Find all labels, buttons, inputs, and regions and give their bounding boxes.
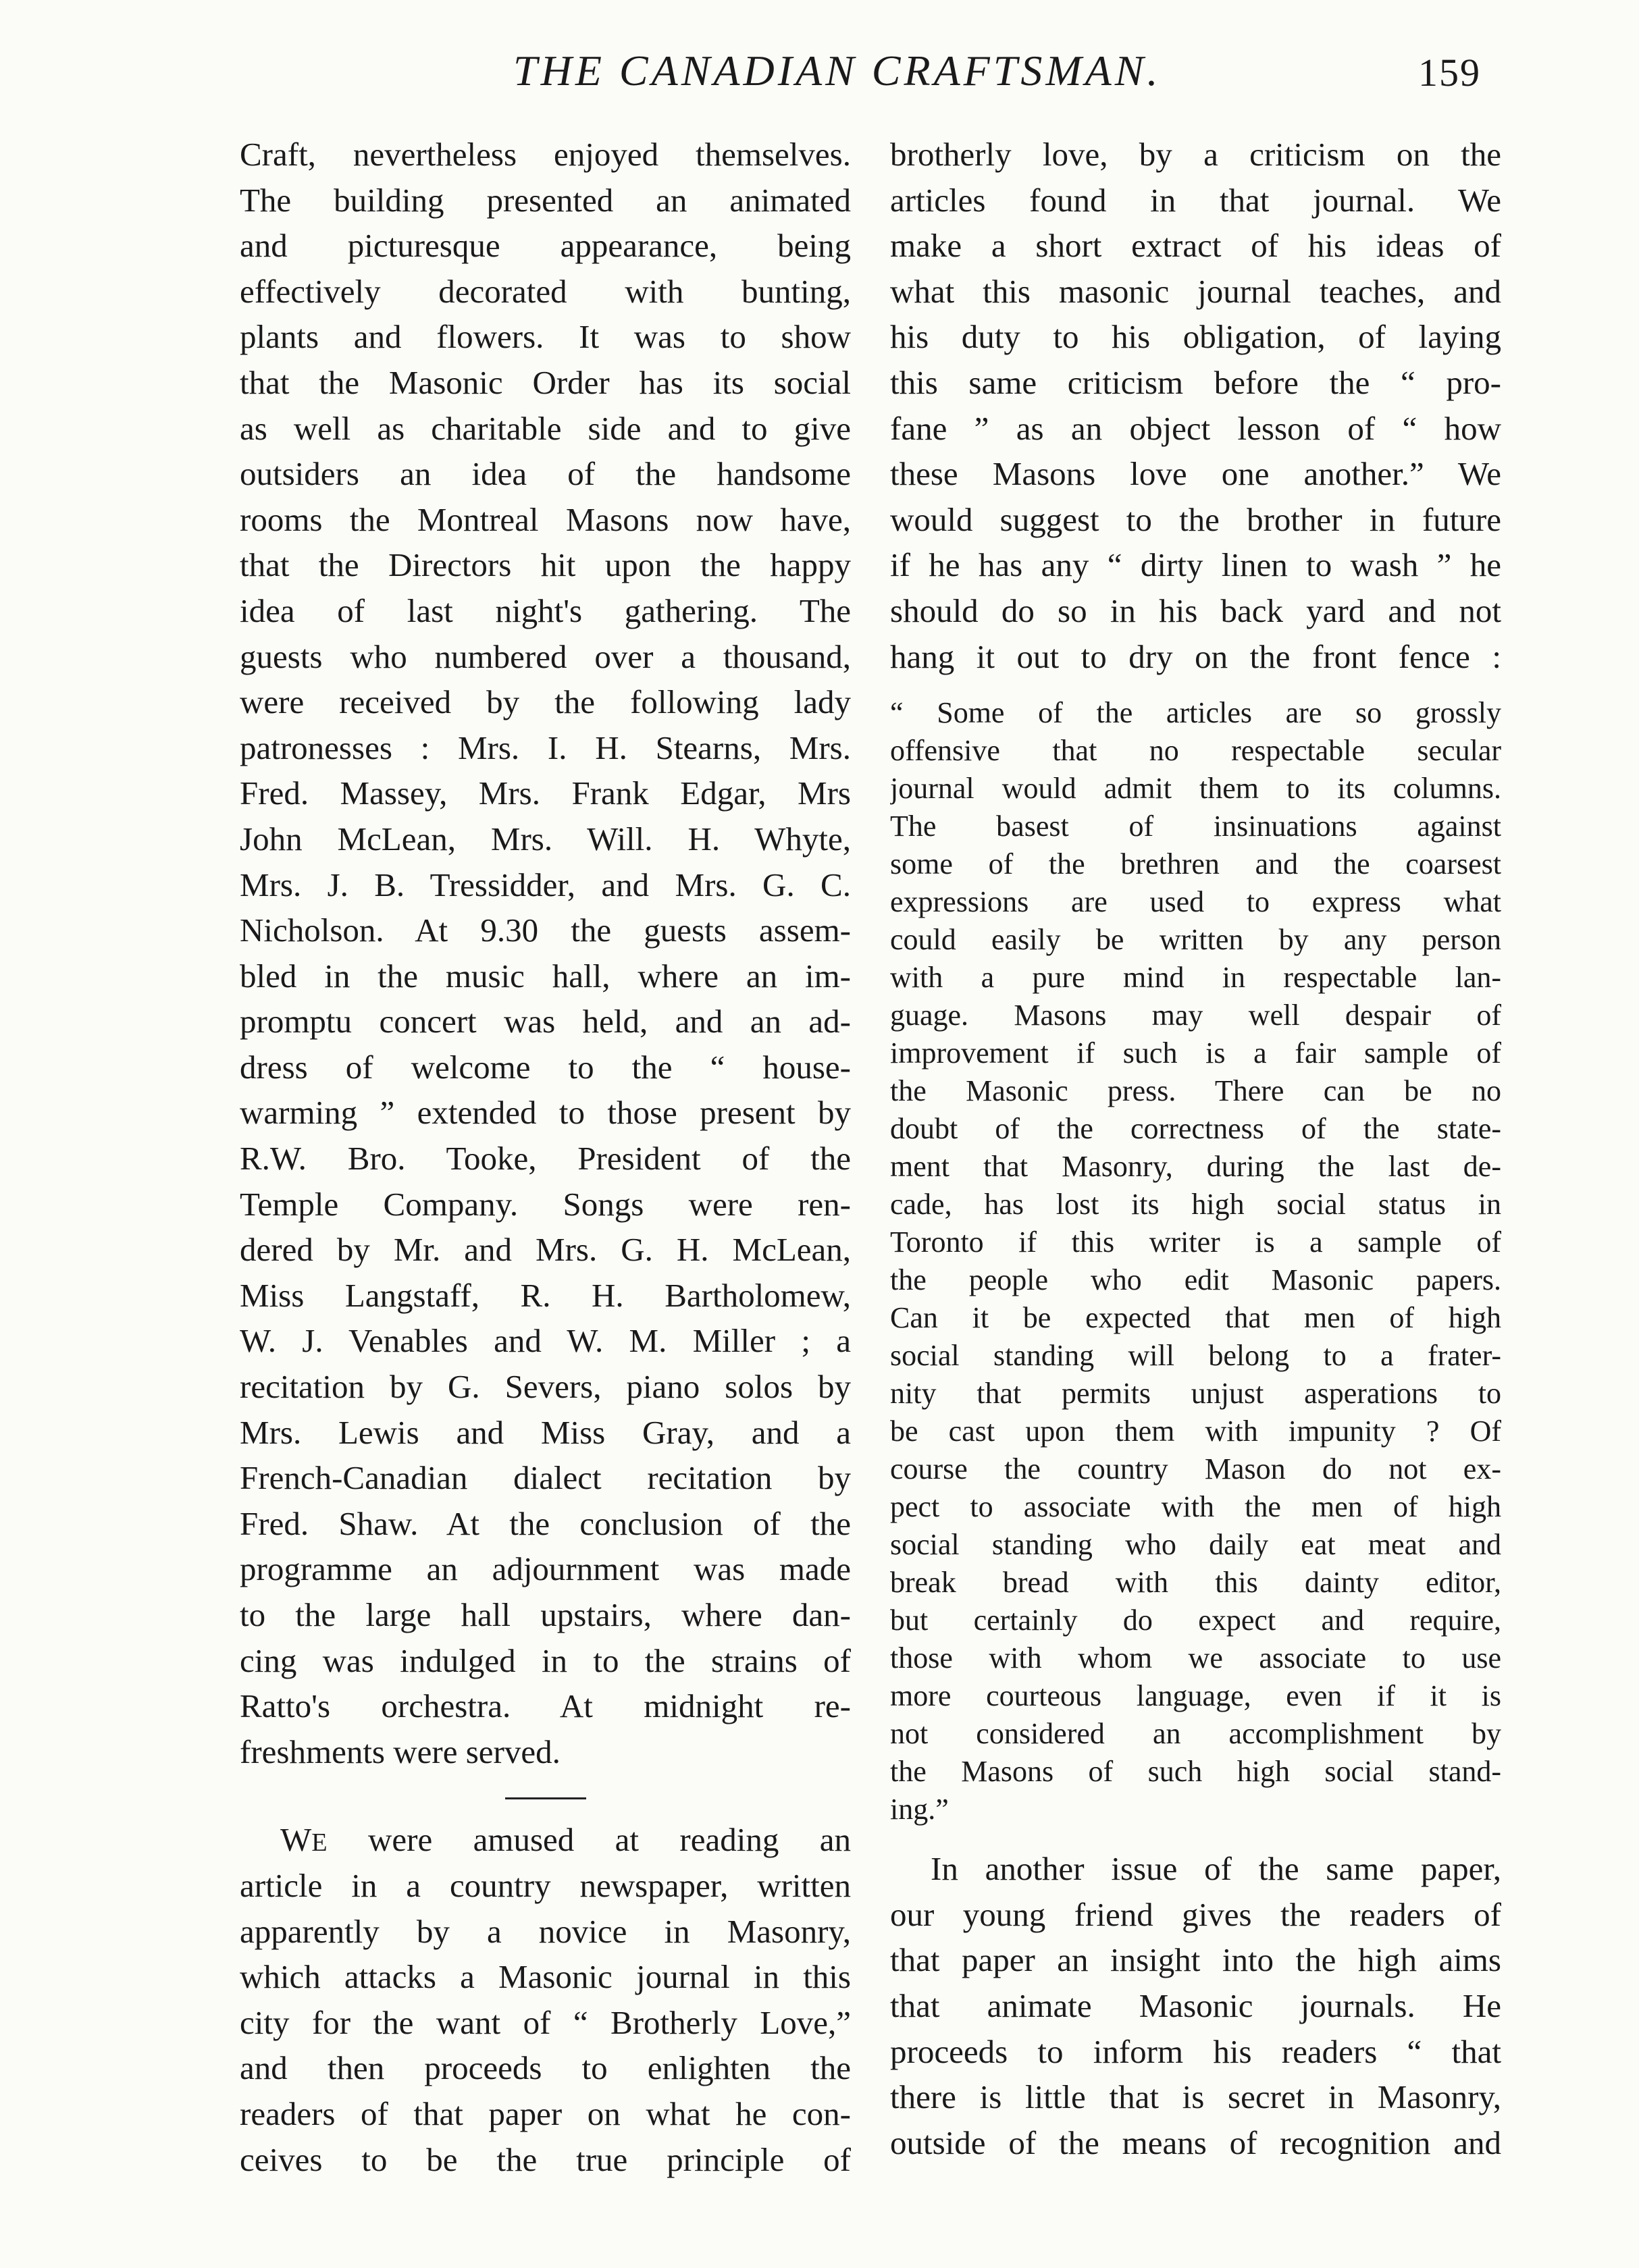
text-line: guage. Masons may well despair of [890, 999, 1501, 1032]
text-line: W. J. Venables and W. M. Miller ; a [240, 1322, 851, 1360]
text-line: apparently by a novice in Masonry, [240, 1912, 851, 1950]
text-line: should do so in his back yard and not [890, 591, 1501, 629]
left-column [240, 132, 851, 2182]
text-line: “ Some of the articles are so grossly [890, 696, 1501, 730]
text-line: doubt of the correctness of the state- [890, 1112, 1501, 1146]
text-line: the Masonic press. There can be no [890, 1074, 1501, 1108]
text-line: readers of that paper on what he con- [240, 2094, 851, 2132]
text-line: those with whom we associate to use [890, 1641, 1501, 1675]
text-line: if he has any “ dirty linen to wash ” he [890, 546, 1501, 584]
text-line: more courteous language, even if it is [890, 1679, 1501, 1713]
text-line: journal would admit them to its columns. [890, 772, 1501, 806]
text-line: break bread with this dainty editor, [890, 1566, 1501, 1600]
text-line: Ratto's orchestra. At midnight re- [240, 1687, 851, 1725]
paragraph-another-issue [890, 1846, 1501, 2165]
paragraph-indent [240, 1821, 280, 1858]
text-line: outside of the means of recognition and [890, 2124, 1501, 2161]
text-line: articles found in that journal. We [890, 181, 1501, 219]
text-line: French-Canadian dialect recitation by [240, 1459, 851, 1497]
text-line: nity that permits unjust asperations to [890, 1377, 1501, 1410]
text-line: his duty to his obligation, of laying [890, 318, 1501, 356]
text-line: cade, has lost its high social status in [890, 1188, 1501, 1221]
text-line: but certainly do expect and require, [890, 1604, 1501, 1637]
small-caps-rest: E [311, 1828, 328, 1857]
text-line: promptu concert was held, and an ad- [240, 1003, 851, 1040]
text-line: Can it be expected that men of high [890, 1301, 1501, 1335]
text-line: Miss Langstaff, R. H. Bartholomew, [240, 1276, 851, 1314]
right-column [890, 132, 1501, 2165]
text-line: ceives to be the true principle of [240, 2140, 851, 2178]
text-line: Toronto if this writer is a sample of [890, 1225, 1501, 1259]
text-line: make a short extract of his ideas of [890, 227, 1501, 265]
text-line: our young friend gives the readers of [890, 1895, 1501, 1933]
text-line: what this masonic journal teaches, and [890, 272, 1501, 310]
text-line: cing was indulged in to the strains of [240, 1641, 851, 1679]
text-line: plants and flowers. It was to show [240, 318, 851, 356]
text-line: idea of last night's gathering. The [240, 591, 851, 629]
text-line: freshments were served. [240, 1733, 561, 1770]
text-line: Fred. Massey, Mrs. Frank Edgar, Mrs [240, 774, 851, 812]
text-line: these Masons love one another.” We [890, 455, 1501, 493]
text-line: there is little that is secret in Masonry, [890, 2078, 1501, 2116]
text-line: bled in the music hall, where an im- [240, 957, 851, 995]
text-line: fane ” as an object lesson of “ how [890, 409, 1501, 447]
text-line: recitation by G. Severs, piano solos by [240, 1368, 851, 1406]
text-line: social standing will belong to a frater- [890, 1339, 1501, 1373]
text-line: John McLean, Mrs. Will. H. Whyte, [240, 820, 851, 858]
text-line: course the country Mason do not ex- [890, 1452, 1501, 1486]
text-line: as well as charitable side and to give [240, 409, 851, 447]
text-line: the people who edit Masonic papers. [890, 1263, 1501, 1297]
text-line: outsiders an idea of the handsome [240, 455, 851, 493]
text-line: In another issue of the same paper, [931, 1850, 1501, 1888]
text-line: Nicholson. At 9.30 the guests assem- [240, 912, 851, 949]
text-line: The building presented an animated [240, 181, 851, 219]
running-title: THE CANADIAN CRAFTSMAN. [513, 47, 1162, 95]
text-line: hang it out to dry on the front fence : [890, 637, 1501, 675]
text-line: to the large hall upstairs, where dan- [240, 1596, 851, 1633]
text-line: patronesses : Mrs. I. H. Stearns, Mrs. [240, 729, 851, 766]
text-line: city for the want of “ Brotherly Love,” [240, 2003, 851, 2041]
text-line: this same criticism before the “ pro- [890, 363, 1501, 401]
text-line: The basest of insinuations against [890, 810, 1501, 843]
text-line [240, 1817, 851, 1863]
text-line: effectively decorated with bunting, [240, 272, 851, 310]
paragraph-body [240, 1863, 851, 2182]
text-line: pect to associate with the men of high [890, 1490, 1501, 1524]
text-line: proceeds to inform his readers “ that [890, 2032, 1501, 2070]
text-line: article in a country newspaper, written [240, 1866, 851, 1904]
text-line: could easily be written by any person [890, 923, 1501, 957]
text-line: Craft, nevertheless enjoyed themselves. [240, 136, 851, 173]
small-caps-initial: W [280, 1821, 312, 1859]
section-divider [505, 1797, 586, 1799]
text-line: warming ” extended to those present by [240, 1094, 851, 1132]
paragraph-housewarming [240, 132, 851, 1774]
text-line: guests who numbered over a thousand, [240, 637, 851, 675]
text-line: that animate Masonic journals. He [890, 1986, 1501, 2024]
block-quote [890, 694, 1501, 1828]
text-line: Temple Company. Songs were ren- [240, 1185, 851, 1223]
page-header [0, 46, 1639, 120]
text-line: ing.” [890, 1793, 949, 1826]
text-line: with a pure mind in respectable lan- [890, 961, 1501, 995]
text-line: dress of welcome to the “ house- [240, 1048, 851, 1086]
text-line: that the Directors hit upon the happy [240, 546, 851, 584]
page-number: 159 [1418, 51, 1481, 95]
paragraph-criticism [890, 132, 1501, 679]
text-line: R.W. Bro. Tooke, President of the [240, 1140, 851, 1178]
text-line: the Masons of such high social stand- [890, 1755, 1501, 1789]
text-line: were received by the following lady [240, 683, 851, 721]
text-line: dered by Mr. and Mrs. G. H. McLean, [240, 1231, 851, 1269]
text-line: expressions are used to express what [890, 885, 1501, 919]
text-line: rooms the Montreal Masons now have, [240, 500, 851, 538]
text-line: and picturesque appearance, being [240, 227, 851, 265]
text-line: improvement if such is a fair sample of [890, 1036, 1501, 1070]
text-line: that the Masonic Order has its social [240, 363, 851, 401]
text-line: be cast upon them with impunity ? Of [890, 1415, 1501, 1448]
text-line: Fred. Shaw. At the conclusion of the [240, 1504, 851, 1542]
text-line: not considered an accomplishment by [890, 1717, 1501, 1751]
text-line: programme an adjournment was made [240, 1550, 851, 1588]
text-line: would suggest to the brother in future [890, 500, 1501, 538]
text-line: brotherly love, by a criticism on the [890, 136, 1501, 173]
text-line: that paper an insight into the high aims [890, 1941, 1501, 1979]
text-line: some of the brethren and the coarsest [890, 847, 1501, 881]
text-line: and then proceeds to enlighten the [240, 2049, 851, 2087]
text-line: social standing who daily eat meat and [890, 1528, 1501, 1562]
text-line: Mrs. J. B. Tressidder, and Mrs. G. C. [240, 866, 851, 903]
text-line: Mrs. Lewis and Miss Gray, and a [240, 1413, 851, 1451]
text-line: ment that Masonry, during the last de- [890, 1150, 1501, 1184]
paragraph-country-newspaper [240, 1817, 851, 2182]
text-line: offensive that no respectable secular [890, 734, 1501, 768]
first-line-text: were amused at reading an [327, 1821, 851, 1859]
text-line: which attacks a Masonic journal in this [240, 1958, 851, 1996]
